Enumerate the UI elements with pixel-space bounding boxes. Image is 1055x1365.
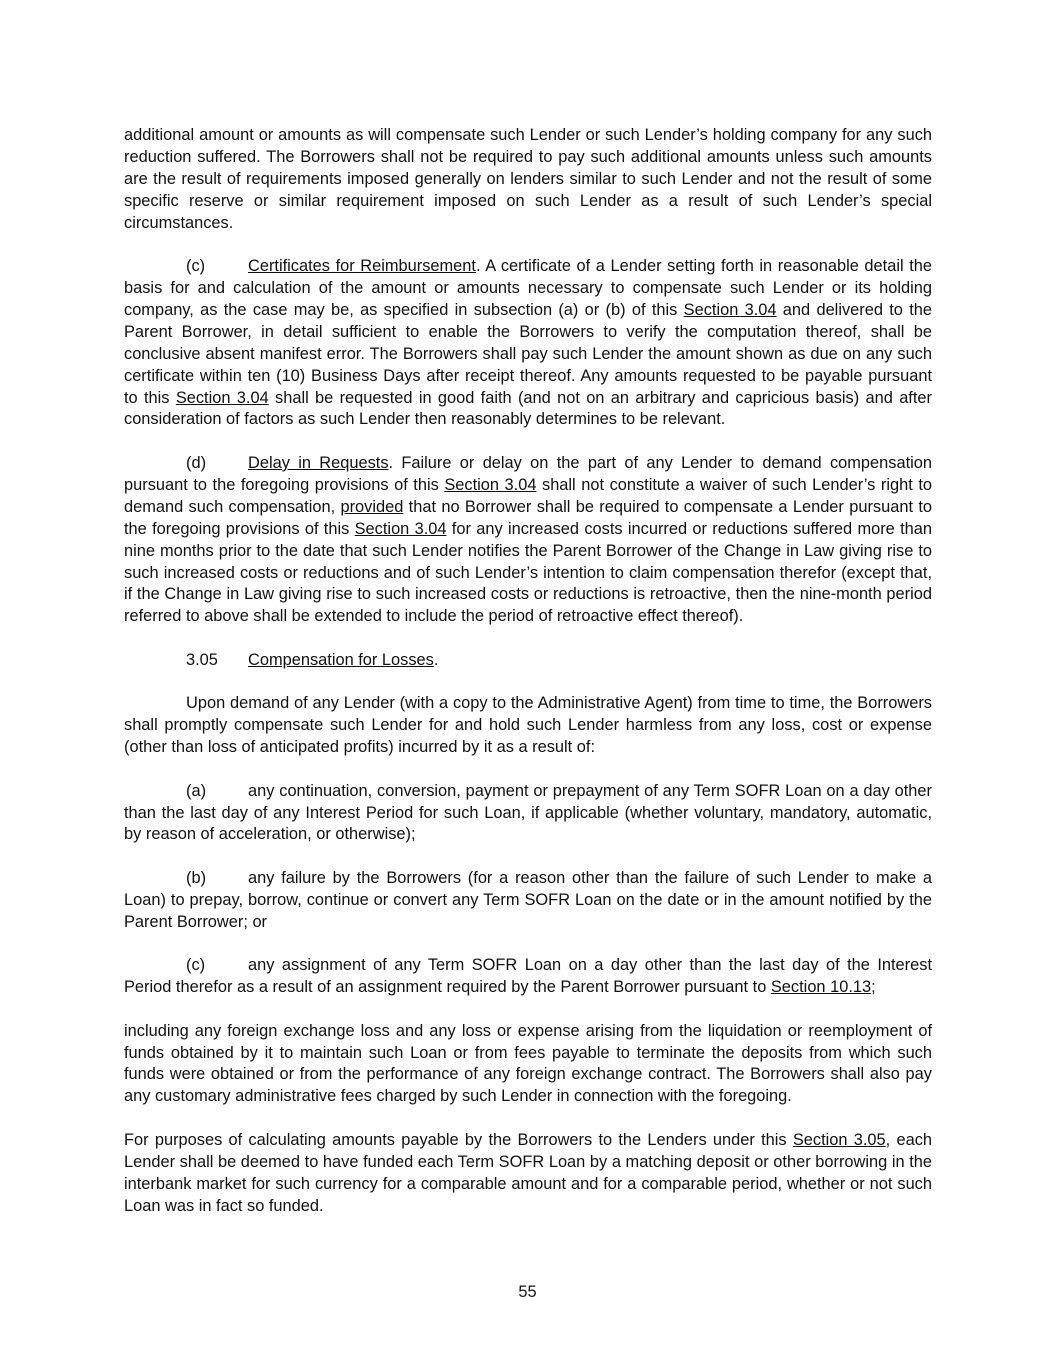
document-page bbox=[124, 125, 932, 1239]
paragraph-text: Upon demand of any Lender (with a copy to the Administrative Agent) from time to time, the Borrowers shall promptly compensate such Lender for and hold such Lender harmless from any loss, cost or expense (other than loss of anticipated profits) incurred by it as a result of: bbox=[124, 694, 932, 757]
paragraph-d-delay bbox=[124, 453, 932, 628]
paragraph-b-failure bbox=[124, 868, 932, 934]
clause-text: any continuation, conversion, payment or prepayment of any Term SOFR Loan on a day other than the last day of any Interest Period for such Loan, if applicable (whether voluntary, mandatory, automatic, by reason of acceleration, or otherwise); bbox=[124, 781, 932, 844]
clause-text: . Failure or delay on the part of any Lender to demand compensation pursuant to the foregoing provisions of this bbox=[124, 453, 933, 494]
section-reference: Section 3.04 bbox=[175, 388, 269, 407]
section-heading-3-05 bbox=[124, 650, 932, 672]
paragraph-a-continuation bbox=[124, 781, 932, 847]
section-reference: Section 10.13 bbox=[770, 978, 872, 997]
clause-heading: Delay in Requests bbox=[248, 453, 389, 472]
clause-text: . A certificate of a Lender setting forth in reasonable detail the basis for and calculation of the amount or amounts necessary to compensate such Lender or its holding company, as the case may be, as specified in subsection (a) or (b) of this bbox=[124, 257, 932, 319]
paragraph-text: , each Lender shall be deemed to have funded each Term SOFR Loan by a matching deposit or other borrowing in the interbank market for such currency for a comparable amount and for a comparable period, whether or not such Loan was in fact so funded. bbox=[124, 1130, 933, 1215]
paragraph-continuation bbox=[124, 125, 932, 235]
section-title: Compensation for Losses bbox=[248, 650, 434, 669]
section-reference: Section 3.05 bbox=[792, 1130, 886, 1149]
clause-text: and delivered to the Parent Borrower, in detail sufficient to enable the Borrowers to verify the computation thereof, shall be conclusive absent manifest error. The Borrowers shall pay such Lender the amount shown as due on any such certificate within ten (10) Business Days after receipt thereof. Any amounts requested to be payable pursuant to this bbox=[124, 300, 933, 407]
clause-text: for any increased costs incurred or reductions suffered more than nine months prior to the date that such Lender notifies the Parent Borrower of the Change in Law giving rise to such increased costs or reductions and of such Lender’s intention to claim compensation therefor (except that, if the Change in Law giving rise to such increased costs or reductions is retroactive, then the nine-month period referred to above shall be extended to include the period of retroactive effect thereof). bbox=[124, 519, 932, 626]
paragraph-intro bbox=[124, 693, 932, 759]
clause-text: that no Borrower shall be required to compensate a Lender pursuant to the foregoing provisions of this bbox=[124, 497, 932, 538]
clause-text: any failure by the Borrowers (for a reason other than the failure of such Lender to make a Loan) to prepay, borrow, continue or convert any Term SOFR Loan on the date or in the amount notified by the Parent Borrower; or bbox=[124, 868, 932, 931]
clause-label: (a) bbox=[186, 781, 207, 800]
paragraph-c-certificates bbox=[124, 256, 932, 431]
paragraph-purposes bbox=[124, 1130, 932, 1218]
section-number: 3.05 bbox=[186, 650, 218, 669]
clause-label: (c) bbox=[186, 257, 206, 276]
clause-label: (b) bbox=[186, 868, 207, 887]
clause-text: ; bbox=[871, 978, 876, 997]
section-reference: Section 3.04 bbox=[354, 519, 447, 538]
section-title-period: . bbox=[433, 650, 439, 669]
paragraph-text: For purposes of calculating amounts payable by the Borrowers to the Lenders under this bbox=[124, 1130, 793, 1149]
clause-label: (d) bbox=[186, 453, 207, 472]
paragraph-including bbox=[124, 1021, 932, 1109]
section-reference: Section 3.04 bbox=[444, 475, 537, 494]
paragraph-c-assignment bbox=[124, 955, 932, 999]
clause-text: shall not constitute a waiver of such Lender’s right to demand such compensation, bbox=[124, 475, 933, 516]
provided-term: provided bbox=[340, 497, 404, 516]
page-number: 55 bbox=[518, 1283, 537, 1301]
clause-text: shall be requested in good faith (and not on an arbitrary and capricious basis) and after consideration of factors as such Lender then reasonably determines to be relevant. bbox=[124, 388, 932, 429]
paragraph-text: including any foreign exchange loss and any loss or expense arising from the liquidation or reemployment of funds obtained by it to maintain such Loan or from fees payable to terminate the deposits from which such funds were obtained or from the performance of any foreign exchange contract. The Borrowers shall also pay any customary administrative fees charged by such Lender in connection with the foregoing. bbox=[124, 1021, 932, 1106]
clause-label: (c) bbox=[186, 956, 206, 975]
section-reference: Section 3.04 bbox=[683, 300, 777, 319]
clause-text: any assignment of any Term SOFR Loan on a day other than the last day of the Interest Period therefor as a result of an assignment required by the Parent Borrower pursuant to bbox=[124, 956, 932, 997]
clause-heading: Certificates for Reimbursement bbox=[248, 257, 476, 276]
paragraph-text: additional amount or amounts as will compensate such Lender or such Lender’s holding company for any such reduction suffered. The Borrowers shall not be required to pay such additional amounts unless such amounts are the result of requirements imposed generally on lenders similar to such Lender and not the result of some specific reserve or similar requirement imposed on such Lender as a result of such Lender’s special circumstances. bbox=[124, 126, 932, 232]
